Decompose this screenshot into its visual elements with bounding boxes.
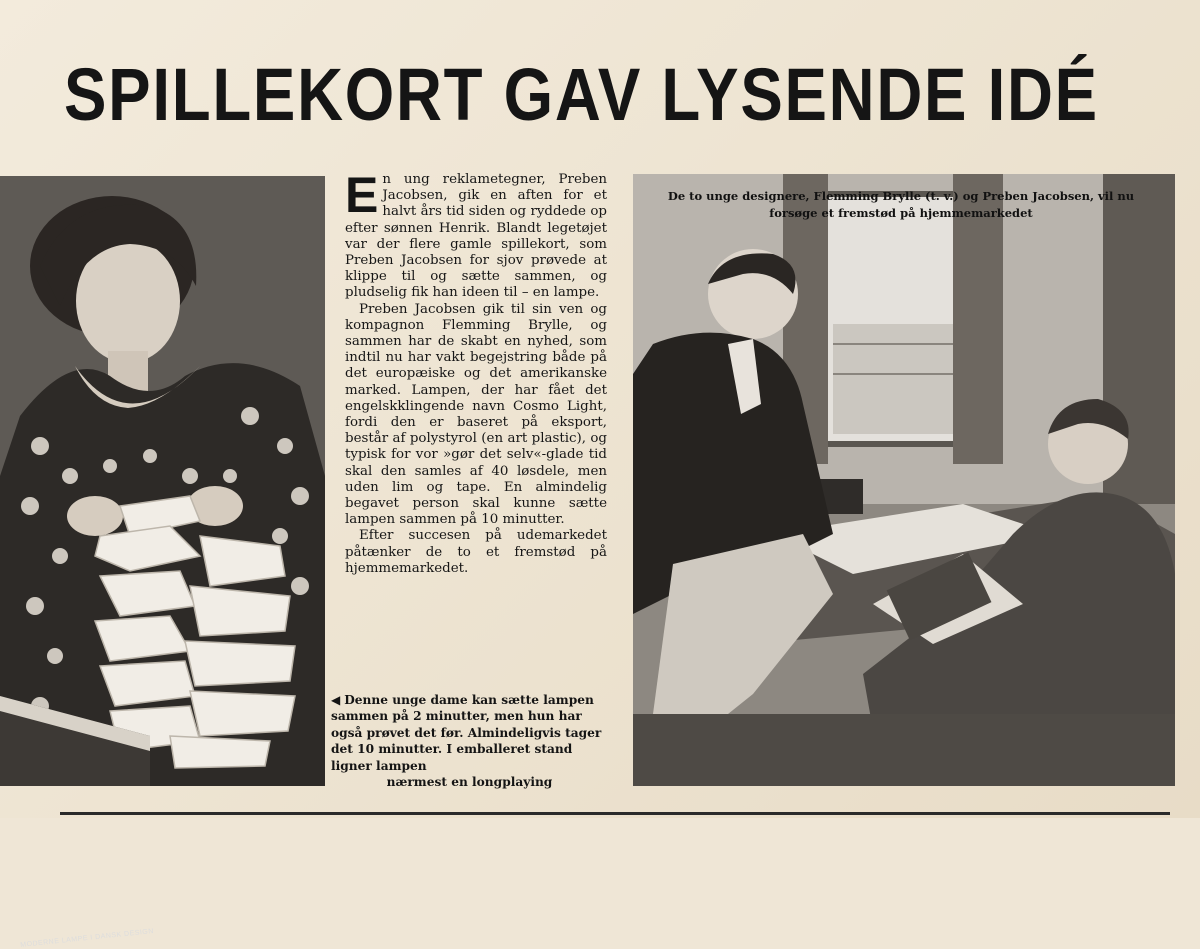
article-body — [345, 167, 607, 577]
headline: SPILLEKORT GAV LYSENDE IDÉ — [64, 53, 1099, 136]
photo-caption-left — [331, 692, 608, 790]
article-paragraph-1-text: n ung reklametegner, Preben Jacobsen, gik en aften for et halvt års tid siden og ryddede op efter sønnen Henrik. Blandt legetøjet var der flere gamle spillekort, som Preben Jacobsen for sjov prøvede at klippe til og sætte sammen, og pludselig fik han ideen til – en lampe. — [345, 172, 607, 301]
photo-caption-right: De to unge designere, Flemming Brylle (t. v.) og Preben Jacobsen, vil nu forsøge et fremstød på hjemmemarkedet — [667, 189, 1135, 220]
bottom-rule — [60, 812, 1170, 815]
photo-woman-with-lamp — [0, 176, 325, 949]
article-paragraph-3: Efter succesen på udemarkedet påtænker de to et fremstød på hjemmemarkedet. — [345, 528, 607, 576]
photo-two-designers — [633, 174, 1175, 786]
drop-cap: E — [345, 167, 379, 223]
woman-lamp-illustration — [0, 176, 325, 786]
designers-illustration — [633, 174, 1175, 786]
article-paragraph-1 — [345, 167, 607, 302]
book-cover-text: MODERNE LAMPE I DANSK DESIGN — [20, 927, 155, 949]
caption-bottom-text: Denne unge dame kan sætte lampen sammen på 2 minutter, men hun har også prøvet det før. Almindeligvis tager det 10 minutter. I emballeret stand ligner lampen — [331, 693, 602, 773]
caption-arrow-icon: ◀ — [331, 693, 341, 707]
caption-bottom-last-line: nærmest en longplaying — [386, 775, 553, 790]
article-paragraph-2: Preben Jacobsen gik til sin ven og kompagnon Flemming Brylle, og sammen har de skabt en nyhed, som indtil nu har vakt begejstring både på det europæiske og det amerikanske marked. Lampen, der har fået det engelskklingende navn Cosmo Light, fordi den er baseret på eksport, består af polystyrol (en art plastic), og typisk for vor »gør det selv«-glade tid skal den samles af 40 løsdele, men uden lim og tape. En almindelig begavet person skal kunne sætte lampen sammen på 10 minutter. — [345, 301, 607, 528]
